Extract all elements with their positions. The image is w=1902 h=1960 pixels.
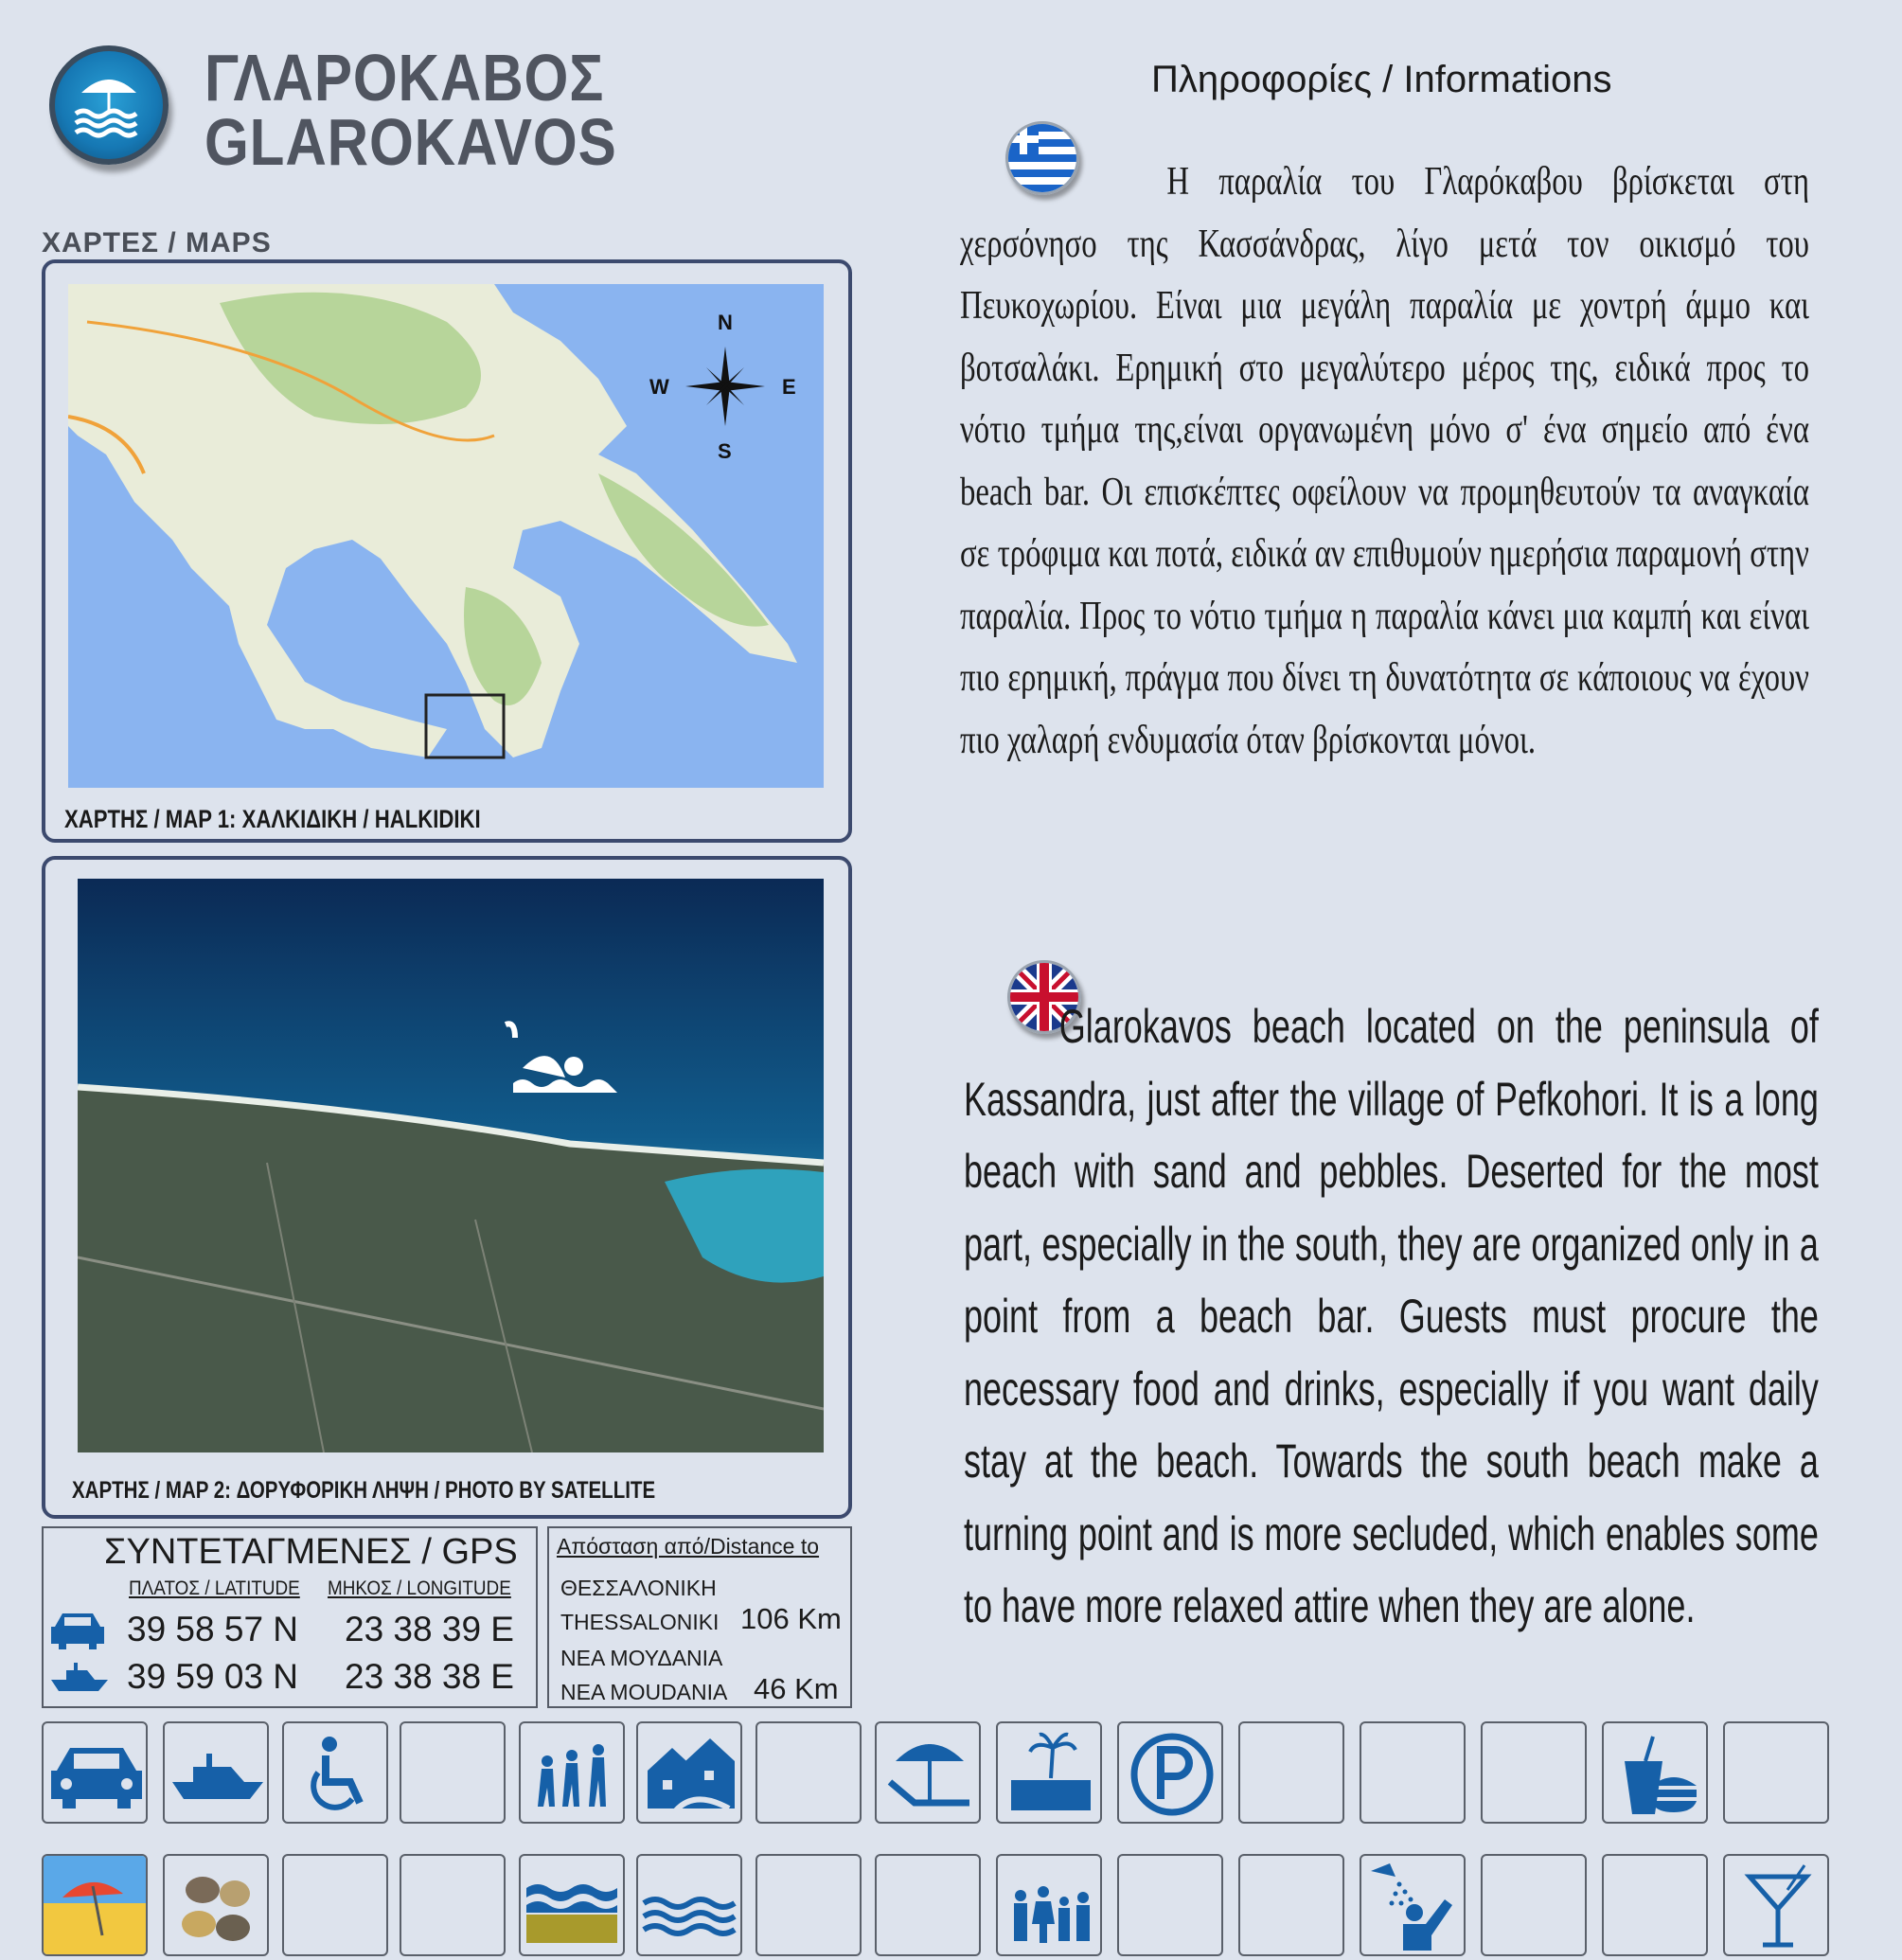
tile-empty xyxy=(1481,1721,1587,1824)
boat-icon xyxy=(165,1723,269,1824)
map2-panel xyxy=(42,856,852,1519)
tile-empty xyxy=(1723,1721,1829,1824)
compass-n: N xyxy=(718,311,733,334)
tile-shower xyxy=(1360,1854,1466,1956)
title-greek: ΓΛΑΡΟΚΑΒΟΣ xyxy=(204,41,605,115)
hikers-icon xyxy=(521,1723,625,1824)
car-icon xyxy=(49,1610,106,1651)
tile-family xyxy=(996,1854,1102,1956)
tile-boat xyxy=(163,1721,269,1824)
tile-empty xyxy=(1360,1721,1466,1824)
gps-title: ΣΥΝΤΕΤΑΓΜΕΝΕΣ / GPS xyxy=(104,1532,518,1572)
english-description: Glarokavos beach located on the peninsula of Kassandra, just after the village of Pefkohori. It is a long beach with sand and pebbles. Deserted for the most part, especially in the south, they are organized only in a point from a beach bar. Guests must procure the necessary food and drinks, especially if you want daily stay at the beach. Towards the south beach make a turning point and is more secluded, which enables some to have more relaxed attire when they are alone. xyxy=(964,1000,1819,1632)
tile-empty xyxy=(1481,1854,1587,1956)
map2-caption: ΧΑΡΤΗΣ / MAP 2: ΔΟΡΥΦΟΡΙΚΗ ΛΗΨΗ / PHOTO BY SATELLITE xyxy=(72,1477,656,1504)
car-icon xyxy=(44,1723,148,1824)
tile-wheelchair xyxy=(282,1721,388,1824)
tile-island xyxy=(996,1721,1102,1824)
halkidiki-map[interactable] xyxy=(68,284,824,788)
tile-pebbles xyxy=(163,1854,269,1956)
map1-caption: ΧΑΡΤΗΣ / MAP 1: ΧΑΛΚΙΔΙΚΗ / HALKIDIKI xyxy=(64,805,481,833)
beach-logo-icon xyxy=(49,45,169,165)
family-icon xyxy=(998,1856,1102,1956)
tile-empty xyxy=(1238,1854,1344,1956)
tile-empty xyxy=(1602,1854,1708,1956)
longitude-label: ΜΗΚΟΣ / LONGITUDE xyxy=(328,1577,511,1599)
latitude-label: ΠΛΑΤΟΣ / LATITUDE xyxy=(129,1577,300,1599)
compass-s: S xyxy=(718,439,732,463)
city1-distance: 106 Km xyxy=(740,1602,842,1635)
cocktail-icon xyxy=(1725,1856,1829,1956)
satellite-map[interactable] xyxy=(78,879,824,1452)
parking-icon xyxy=(1119,1723,1223,1824)
tile-empty xyxy=(755,1854,862,1956)
food-drink-icon xyxy=(1604,1723,1708,1824)
distance-title: Απόσταση από/Distance to xyxy=(557,1534,820,1559)
compass-w: W xyxy=(649,375,669,399)
tile-car xyxy=(42,1721,148,1824)
boat-longitude: 23 38 38 E xyxy=(345,1657,514,1696)
tile-empty xyxy=(400,1721,506,1824)
boat-latitude: 39 59 03 N xyxy=(127,1657,299,1696)
tile-empty xyxy=(282,1854,388,1956)
tile-waves xyxy=(636,1854,742,1956)
tile-food-drink xyxy=(1602,1721,1708,1824)
tile-umbrella-sunbed xyxy=(875,1721,981,1824)
distance-box xyxy=(547,1526,852,1708)
sand-waves-icon xyxy=(521,1856,625,1956)
island-icon xyxy=(998,1723,1102,1824)
umbrella-sunbed-icon xyxy=(877,1723,981,1824)
gps-coordinates-box xyxy=(42,1526,538,1708)
tile-empty xyxy=(1117,1854,1223,1956)
wheelchair-icon xyxy=(284,1723,388,1824)
greek-description: Η παραλία του Γλαρόκαβου βρίσκεται στη χερσόνησο της Κασσάνδρας, λίγο μετά τον οικισμό του Πευκοχωρίου. Είναι μια μεγάλη παραλία με χοντρή άμμο και βοτσαλάκι. Ερημική στο μεγαλύτερο μέρος της, ειδικά προς το νότιο τμήμα της,είναι οργανωμένη μόνο σ' ένα σημείο από ένα beach bar. Οι επισκέπτες οφείλουν να προμηθευτούν τα αναγκαία σε τρόφιμα και ποτά, ειδικά αν επιθυμούν ημερήσια παραμονή στην παραλία. Προς το νότιο τμήμα η παραλία κάνει μια καμπή και είναι πιο ερημική, πράγμα που δίνει τη δυνατότητα σε κάποιους να έχουν πιο χαλαρή ενδυμασία όταν βρίσκονται μόνοι. xyxy=(960,160,1809,762)
maps-heading: ΧΑΡΤΕΣ / MAPS xyxy=(42,227,272,258)
tile-empty xyxy=(755,1721,862,1824)
tile-empty xyxy=(875,1854,981,1956)
tile-village xyxy=(636,1721,742,1824)
tile-cocktail xyxy=(1723,1854,1829,1956)
city1-latin: THESSALONIKI xyxy=(560,1610,720,1634)
car-longitude: 23 38 39 E xyxy=(345,1610,514,1648)
map1-panel xyxy=(42,259,852,843)
beach-umbrella-photo-icon xyxy=(44,1856,148,1956)
tile-empty xyxy=(400,1854,506,1956)
shower-icon xyxy=(1361,1856,1466,1956)
info-heading: Πληροφορίες / Informations xyxy=(1151,59,1612,100)
title-latin: GLAROKAVOS xyxy=(204,105,617,179)
city2-distance: 46 Km xyxy=(754,1672,839,1705)
tile-beach-umbrella-photo xyxy=(42,1854,148,1956)
tile-hikers xyxy=(519,1721,625,1824)
compass-e: E xyxy=(782,375,796,399)
boat-icon xyxy=(49,1659,110,1693)
pebbles-icon xyxy=(165,1856,269,1956)
village-icon xyxy=(638,1723,742,1824)
tile-sand-waves xyxy=(519,1854,625,1956)
car-latitude: 39 58 57 N xyxy=(127,1610,299,1648)
tile-parking xyxy=(1117,1721,1223,1824)
tile-empty xyxy=(1238,1721,1344,1824)
page-title xyxy=(204,41,617,179)
city1-greek: ΘΕΣΣΑΛΟΝΙΚΗ xyxy=(560,1576,717,1600)
city2-greek: ΝΕΑ ΜΟΥΔΑΝΙΑ xyxy=(560,1646,723,1670)
waves-icon xyxy=(638,1856,742,1956)
city2-latin: NEA MOUDANIA xyxy=(560,1680,728,1704)
